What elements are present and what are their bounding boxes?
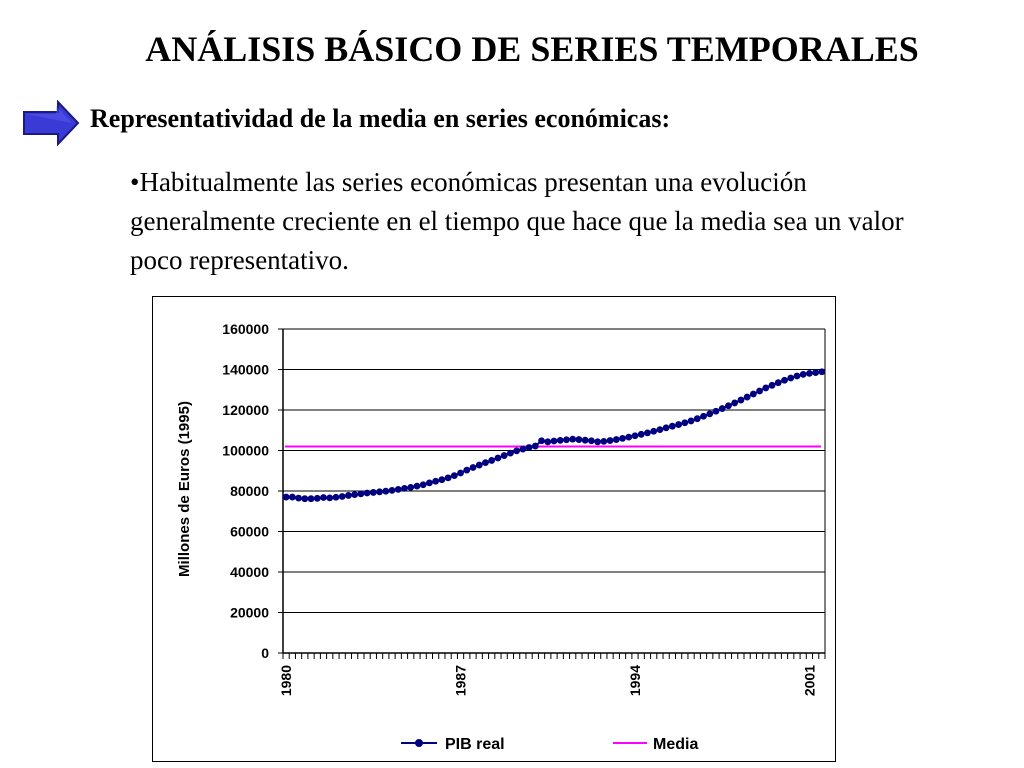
pib-real-point	[295, 495, 302, 502]
pib-real-point	[370, 489, 377, 496]
pib-real-point	[800, 371, 807, 378]
pib-real-point	[775, 379, 782, 386]
pib-real-point	[613, 436, 620, 443]
pib-real-point	[364, 490, 371, 497]
pib-real-point	[688, 418, 695, 425]
pib-real-point	[750, 391, 757, 398]
legend-marker-pib-real	[415, 739, 423, 747]
gridlines	[283, 329, 825, 653]
pib-real-point	[495, 455, 502, 462]
pib-real-point	[326, 494, 333, 501]
y-tick-label: 100000	[222, 442, 269, 459]
pib-real-point	[401, 485, 408, 492]
y-tick-label: 40000	[230, 564, 269, 580]
x-tick-label: 1980	[278, 665, 295, 697]
pib-real-point	[588, 437, 595, 444]
x-tick-label: 1994	[626, 665, 643, 697]
pib-real-point	[476, 462, 483, 469]
slide-subtitle: Representatividad de la media en series económicas:	[90, 104, 671, 133]
pib-real-point	[644, 429, 651, 436]
pib-real-point	[681, 419, 688, 426]
pib-real-point	[357, 490, 364, 497]
x-axis-ticks	[278, 653, 825, 696]
pib-real-point	[762, 385, 769, 392]
pib-real-point	[345, 492, 352, 499]
pib-real-point	[594, 438, 601, 445]
pib-real-point	[382, 488, 389, 495]
line-chart	[153, 297, 835, 761]
pib-real-point	[725, 402, 732, 409]
pib-real-point	[551, 438, 558, 445]
pib-real-point	[289, 494, 296, 501]
pib-real-point	[414, 483, 421, 490]
pib-real-point	[513, 448, 520, 455]
pib-real-point	[339, 493, 346, 500]
pib-real-point	[351, 491, 358, 498]
pib-real-point	[713, 408, 720, 415]
x-tick-label: 2001	[801, 665, 818, 697]
pib-real-point	[806, 370, 813, 377]
pib-real-point	[519, 446, 526, 453]
pib-real-point	[638, 431, 645, 438]
arrow-right-icon	[22, 100, 80, 146]
slide-title: ANÁLISIS BÁSICO DE SERIES TEMPORALES	[145, 29, 919, 69]
pib-real-point	[632, 432, 639, 439]
series-pib-real	[283, 368, 826, 502]
y-tick-label: 0	[261, 645, 269, 661]
pib-real-point	[432, 478, 439, 485]
pib-real-point	[532, 443, 539, 450]
pib-real-point	[376, 488, 383, 495]
pib-real-point	[438, 476, 445, 483]
pib-real-point	[694, 415, 701, 422]
pib-real-point	[675, 421, 682, 428]
pib-real-point	[600, 438, 607, 445]
pib-real-point	[706, 410, 713, 417]
pib-real-point	[445, 474, 452, 481]
pib-real-point	[576, 436, 583, 443]
bullet-text: •Habitualmente las series económicas presentan una evolución generalmente creciente en el tiempo que hace que la media sea un valor poco representativo.	[130, 167, 904, 275]
pib-real-point	[625, 434, 632, 441]
y-axis-ticks	[222, 321, 283, 661]
pib-real-point	[507, 450, 514, 457]
pib-real-point	[308, 495, 315, 502]
pib-real-point	[719, 405, 726, 412]
pib-real-point	[320, 494, 327, 501]
pib-real-point	[731, 400, 738, 407]
y-tick-label: 140000	[222, 361, 269, 378]
pib-real-point	[700, 413, 707, 420]
y-tick-label: 20000	[230, 604, 269, 621]
pib-real-point	[395, 486, 402, 493]
pib-real-point	[569, 436, 576, 443]
pib-real-point	[463, 467, 470, 474]
pib-real-point	[283, 494, 290, 501]
pib-real-point	[407, 484, 414, 491]
pib-real-point	[557, 437, 564, 444]
pib-real-point	[756, 388, 763, 395]
pib-real-point	[389, 487, 396, 494]
pib-real-point	[314, 495, 321, 502]
pib-real-point	[457, 470, 464, 477]
pib-real-point	[794, 373, 801, 380]
pib-real-point	[744, 394, 751, 401]
pib-real-point	[619, 435, 626, 442]
pib-real-point	[420, 481, 427, 488]
pib-real-point	[301, 495, 308, 502]
y-tick-label: 80000	[230, 483, 269, 499]
pib-real-point	[488, 457, 495, 464]
pib-real-point	[650, 428, 657, 435]
pib-real-point	[526, 444, 533, 451]
pib-real-point	[669, 423, 676, 430]
pib-real-point	[538, 437, 545, 444]
y-axis-label: Millones de Euros (1995)	[176, 401, 193, 577]
y-tick-label: 120000	[222, 402, 269, 418]
pib-real-point	[582, 437, 589, 444]
pib-real-point	[818, 368, 825, 375]
pib-real-point	[563, 436, 570, 443]
pib-real-point	[470, 464, 477, 471]
pib-real-point	[737, 397, 744, 404]
y-tick-label: 60000	[230, 523, 269, 540]
pib-real-line	[286, 372, 822, 499]
pib-real-point	[812, 369, 819, 376]
pib-real-point	[501, 452, 508, 459]
x-tick-label: 1987	[452, 665, 469, 697]
legend	[401, 736, 698, 753]
pib-real-point	[663, 424, 670, 431]
pib-real-point	[781, 377, 788, 384]
pib-real-point	[787, 375, 794, 382]
legend-label-pib-real: PIB real	[445, 736, 505, 753]
pib-real-point	[482, 459, 489, 466]
chart-frame	[152, 296, 836, 762]
pib-real-point	[607, 437, 614, 444]
pib-real-point	[333, 494, 340, 501]
pib-real-point	[426, 480, 433, 487]
pib-real-point	[451, 472, 458, 479]
legend-label-media: Media	[653, 736, 699, 753]
y-tick-label: 160000	[222, 321, 269, 337]
pib-real-point	[544, 438, 551, 445]
pib-real-point	[769, 382, 776, 389]
pib-real-point	[657, 426, 664, 433]
